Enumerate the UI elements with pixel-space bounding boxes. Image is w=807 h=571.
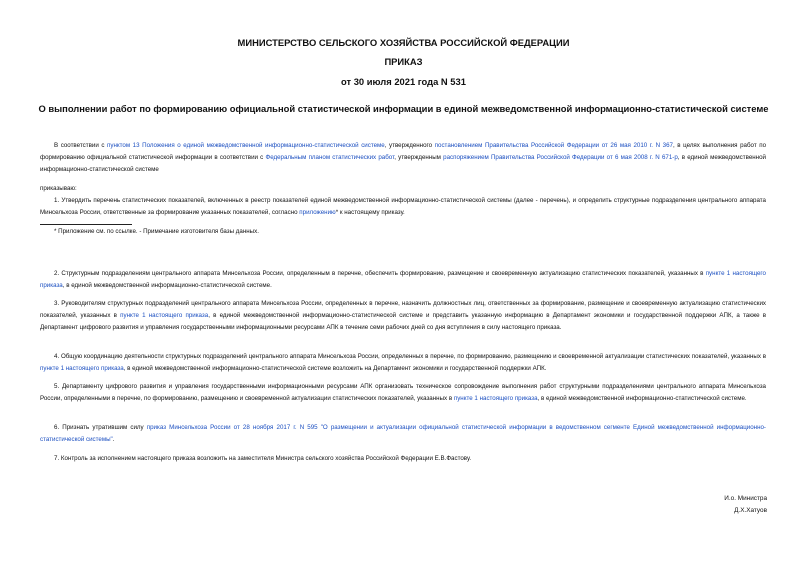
item-text: , в единой межведомственной информационно-статистической системе.: [537, 395, 747, 403]
link-item-1[interactable]: пункте 1 настоящего приказа: [453, 395, 538, 403]
link-government-order-671r[interactable]: распоряжением Правительства Российской Федерации от 6 мая 2008 г. N 671-р: [443, 154, 678, 162]
ministry-header: МИНИСТЕРСТВО СЕЛЬСКОГО ХОЗЯЙСТВА РОССИЙСКОЙ ФЕДЕРАЦИИ: [237, 37, 570, 48]
document-date-number: от 30 июля 2021 года N 531: [341, 76, 466, 87]
link-federal-statistical-plan[interactable]: Федеральным планом статистических работ: [265, 154, 395, 162]
preamble-text: , утвержденным: [394, 154, 444, 162]
link-order-595[interactable]: приказ Минсельхоза России от 28 ноября 2017 г. N 595 "О размещении и актуализации официальной статистической информации в ведомственном сегменте Единой межведомственной информационно-статистической системы": [40, 424, 766, 444]
order-word: приказываю:: [40, 185, 77, 192]
preamble-text: , в единой межведомственной информационно-статистической системе: [40, 154, 766, 174]
item-text: 3. Руководителям структурных подразделений центрального аппарата Минсельхоза России, определенных в перечне, назначить должностных лиц, ответственных за формирование, размещение и своевременную актуализацию статистических показателей, указанных в: [40, 300, 766, 320]
item-text: .: [112, 436, 115, 444]
item-2: [40, 268, 766, 292]
document-title: О выполнении работ по формированию официальной статистической информации в единой межведомственной информационно-статистической системе: [38, 103, 769, 114]
footnote: * Приложение см. по ссылке. - Примечание изготовителя базы данных.: [54, 228, 259, 235]
item-text: 2. Структурным подразделениям центрального аппарата Минсельхоза России, определенным в перечне, обеспечить формирование, размещение и своевременную актуализацию статистических показателей, указанных в: [54, 270, 706, 277]
item-text: 4. Общую координацию деятельности структурных подразделений центрального аппарата Минсельхоза России, определенных в перечне, по формированию, размещению и своевременной актуализации статистических показателей, указанных в: [54, 353, 766, 360]
link-regulation-p13[interactable]: пунктом 13 Положения о единой межведомственной информационно-статистической системе: [107, 142, 385, 149]
item-5: [40, 381, 766, 405]
link-item-1[interactable]: пункте 1 настоящего приказа: [40, 365, 124, 373]
preamble-paragraph: [40, 140, 766, 177]
preamble-text: В соответствии с: [54, 142, 108, 149]
document-type: ПРИКАЗ: [384, 56, 423, 67]
link-appendix[interactable]: приложению: [299, 209, 336, 217]
item-6: [40, 422, 766, 446]
item-text: * к настоящему приказу.: [335, 209, 405, 217]
link-item-1[interactable]: пункте 1 настоящего приказа: [40, 270, 766, 290]
item-text: 6. Признать утратившим силу: [54, 424, 147, 431]
signature-name: Д.Х.Хатуов: [734, 507, 767, 514]
preamble-text: , в целях выполнения работ по формированию официальной статистической информации в соответствии с: [40, 142, 767, 162]
footnote-divider: [40, 224, 132, 225]
item-1: [40, 195, 766, 219]
item-text: 1. Утвердить перечень статистических показателей, включенных в реестр показателей единой межведомственной информационно-статистической системы (далее - перечень), и определить структурные подразделения центрального аппарата Минсельхоза России, ответственные за формирование указанных показателей, согласно: [40, 197, 766, 217]
item-4: [40, 351, 766, 375]
item-text: , в единой межведомственной информационно-статистической системе и представить указанную информацию в Департамент экономики и государственной поддержки АПК, а также в Департамент цифрового развития и управления государственными информационными ресурсами АПК в течение семи рабочих дней со дня вступления в силу настоящего приказа.: [40, 312, 766, 332]
item-3: [40, 298, 766, 335]
item-text: , в единой межведомственной информационно-статистической системе возложить на Департамент экономики и государственной поддержки АПК.: [123, 365, 547, 373]
item-7: 7. Контроль за исполнением настоящего приказа возложить на заместителя Министра сельского хозяйства Российской Федерации Е.В.Фастову.: [54, 455, 472, 462]
signature-position: И.о. Министра: [724, 495, 767, 502]
item-text: , в единой межведомственной информационно-статистической системе.: [62, 282, 272, 290]
link-government-decree-367[interactable]: постановлением Правительства Российской Федерации от 26 мая 2010 г. N 367: [434, 142, 673, 149]
item-text: 5. Департаменту цифрового развития и управления государственными информационными ресурсами АПК организовать техническое сопровождение выполнения работ структурными подразделениями центрального аппарата Минсельхоза России, определенными в перечне, по формированию, размещению и своевременной актуализации статистических показателей, указанных в: [40, 383, 766, 403]
preamble-text: , утвержденного: [384, 142, 435, 149]
link-item-1[interactable]: пункте 1 настоящего приказа: [120, 312, 209, 320]
